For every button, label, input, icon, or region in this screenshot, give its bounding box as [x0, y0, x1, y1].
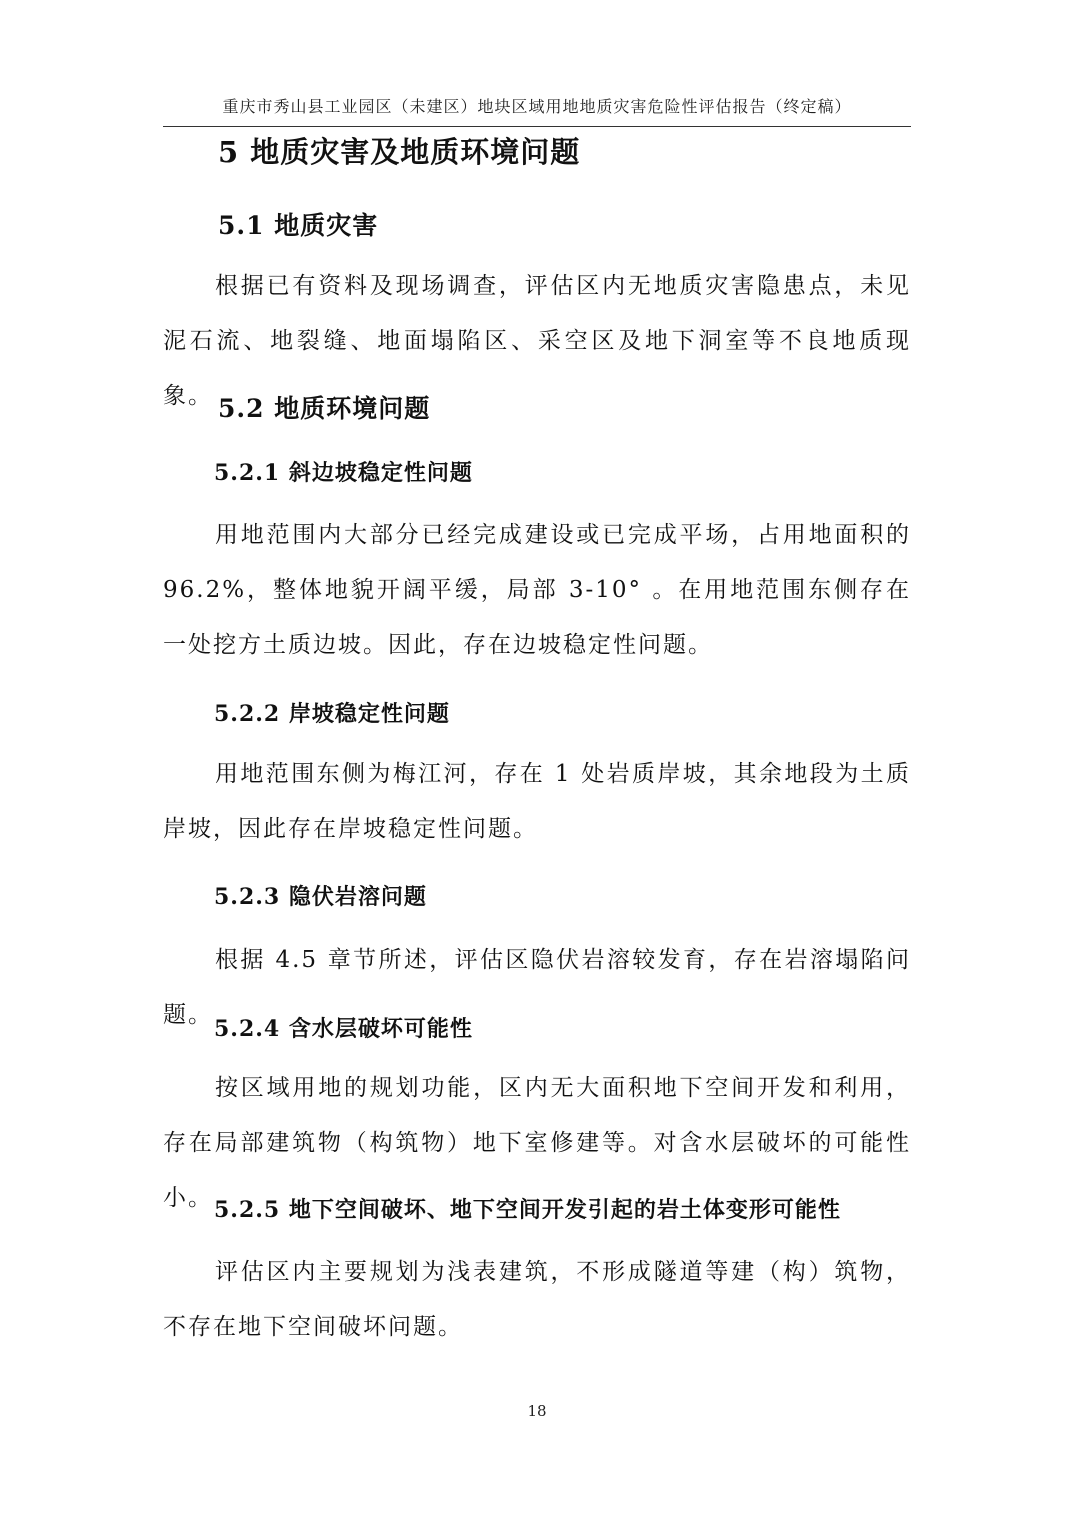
- paragraph-5-1: 根据已有资料及现场调查，评估区内无地质灾害隐患点，未见泥石流、地裂缝、地面塌陷区、采空区及地下洞室等不良地质现象。: [163, 273, 911, 409]
- section-title-5-2: 5.2 地质环境问题: [218, 394, 431, 423]
- paragraph-5-2-3: 根据 4.5 章节所述，评估区隐伏岩溶较发育，存在岩溶塌陷问题。: [163, 947, 911, 1028]
- paragraph-5-2-5: 评估区内主要规划为浅表建筑，不形成隧道等建（构）筑物，不存在地下空间破坏问题。: [163, 1259, 911, 1340]
- section-title-5-1: 5.1 地质灾害: [218, 211, 379, 240]
- paragraph-5-2-1: 用地范围内大部分已经完成建设或已完成平场，占用地面积的96.2%，整体地貌开阔平缓，局部 3-10° 。在用地范围东侧存在一处挖方土质边坡。因此，存在边坡稳定性问题。: [163, 522, 911, 658]
- subsection-title-5-2-4: 5.2.4 含水层破坏可能性: [214, 1016, 473, 1042]
- subsection-title-5-2-3: 5.2.3 隐伏岩溶问题: [214, 884, 427, 910]
- paragraph-5-2-2: 用地范围东侧为梅江河，存在 1 处岩质岸坡，其余地段为土质岸坡，因此存在岸坡稳定性问题。: [163, 761, 911, 842]
- subsection-title-5-2-2: 5.2.2 岸坡稳定性问题: [214, 701, 450, 727]
- header-divider: [163, 126, 911, 127]
- chapter-title: 5 地质灾害及地质环境问题: [218, 135, 581, 169]
- running-header: 重庆市秀山县工业园区（未建区）地块区域用地地质灾害危险性评估报告（终定稿）: [222, 97, 852, 116]
- subsection-title-5-2-5: 5.2.5 地下空间破坏、地下空间开发引起的岩土体变形可能性: [214, 1197, 841, 1223]
- page-number: 18: [527, 1402, 547, 1420]
- subsection-title-5-2-1: 5.2.1 斜边坡稳定性问题: [214, 460, 473, 486]
- paragraph-5-2-4: 按区域用地的规划功能，区内无大面积地下空间开发和利用，存在局部建筑物（构筑物）地下室修建等。对含水层破坏的可能性小。: [163, 1075, 911, 1211]
